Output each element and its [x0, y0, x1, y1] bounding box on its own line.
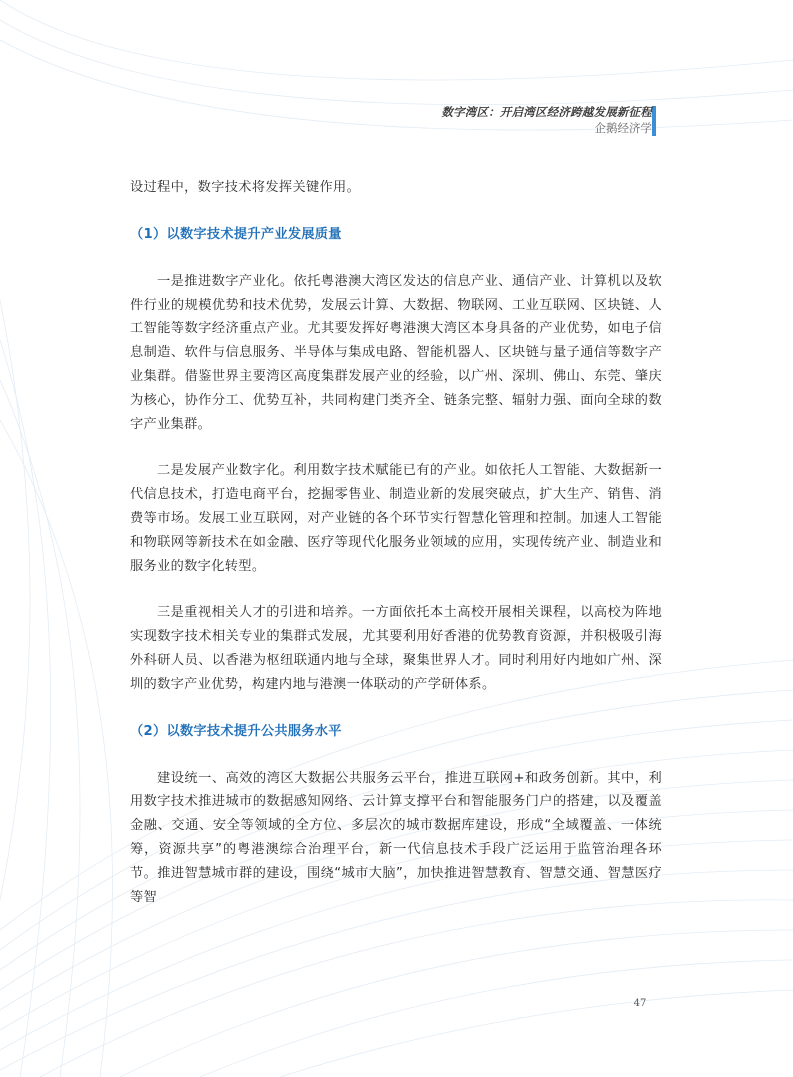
section-heading-public-service: （2）以数字技术提升公共服务水平 [130, 723, 342, 739]
running-header [441, 104, 652, 136]
page-body [130, 176, 662, 932]
paragraph-industrial-digitalization: 二是发展产业数字化。利用数字技术赋能已有的产业。如依托人工智能、大数据新一代信息技术，打造电商平台，挖掘零售业、制造业新的发展突破点，扩大生产、销售、消费等市场。发展工业互联网，对产业链的各个环节实行智慧化管理和控制。加速人工智能和物联网等新技术在如金融、医疗等现代化服务业领域的应用，实现传统产业、制造业和服务业的数字化转型。 [130, 463, 662, 574]
paragraph-talent: 三是重视相关人才的引进和培养。一方面依托本土高校开展相关课程，以高校为阵地实现数字技术相关专业的集群式发展，尤其要利用好香港的优势教育资源，并积极吸引海外科研人员、以香港为枢纽联通内地与全球，聚集世界人才。同时利用好内地如广州、深圳的数字产业优势，构建内地与港澳一体联动的产学研体系。 [130, 605, 662, 692]
header-accent-bar [652, 106, 656, 136]
section-heading-industry: （1）以数字技术提升产业发展质量 [130, 226, 342, 242]
intro-paragraph: 设过程中，数字技术将发挥关键作用。 [130, 180, 361, 195]
page-number: 47 [633, 998, 647, 1009]
header-title: 数字湾区：开启湾区经济跨越发展新征程 [441, 105, 652, 119]
header-subtitle: 企鹅经济学 [594, 121, 652, 135]
paragraph-public-service: 建设统一、高效的湾区大数据公共服务云平台，推进互联网+和政务创新。其中，利用数字技术推进城市的数据感知网络、云计算支撑平台和智能服务门户的搭建，以及覆盖金融、交通、安全等领域的全方位、多层次的城市数据库建设，形成“全域覆盖、一体统筹，资源共享”的粤港澳综合治理平台，新一代信息技术手段广泛运用于监管治理各环节。推进智慧城市群的建设，围绕“城市大脑”，加快推进智慧教育、智慧交通、智慧医疗等智 [130, 770, 662, 905]
paragraph-digital-industrialization: 一是推进数字产业化。依托粤港澳大湾区发达的信息产业、通信产业、计算机以及软件行业的规模优势和技术优势，发展云计算、大数据、物联网、工业互联网、区块链、人工智能等数字经济重点产业。尤其要发挥好粤港澳大湾区本身具备的产业优势，如电子信息制造、软件与信息服务、半导体与集成电路、智能机器人、区块链与量子通信等数字产业集群。借鉴世界主要湾区高度集群发展产业的经验，以广州、深圳、佛山、东莞、肇庆为核心，协作分工、优势互补，共同构建门类齐全、链条完整、辐射力强、面向全球的数字产业集群。 [130, 273, 662, 432]
